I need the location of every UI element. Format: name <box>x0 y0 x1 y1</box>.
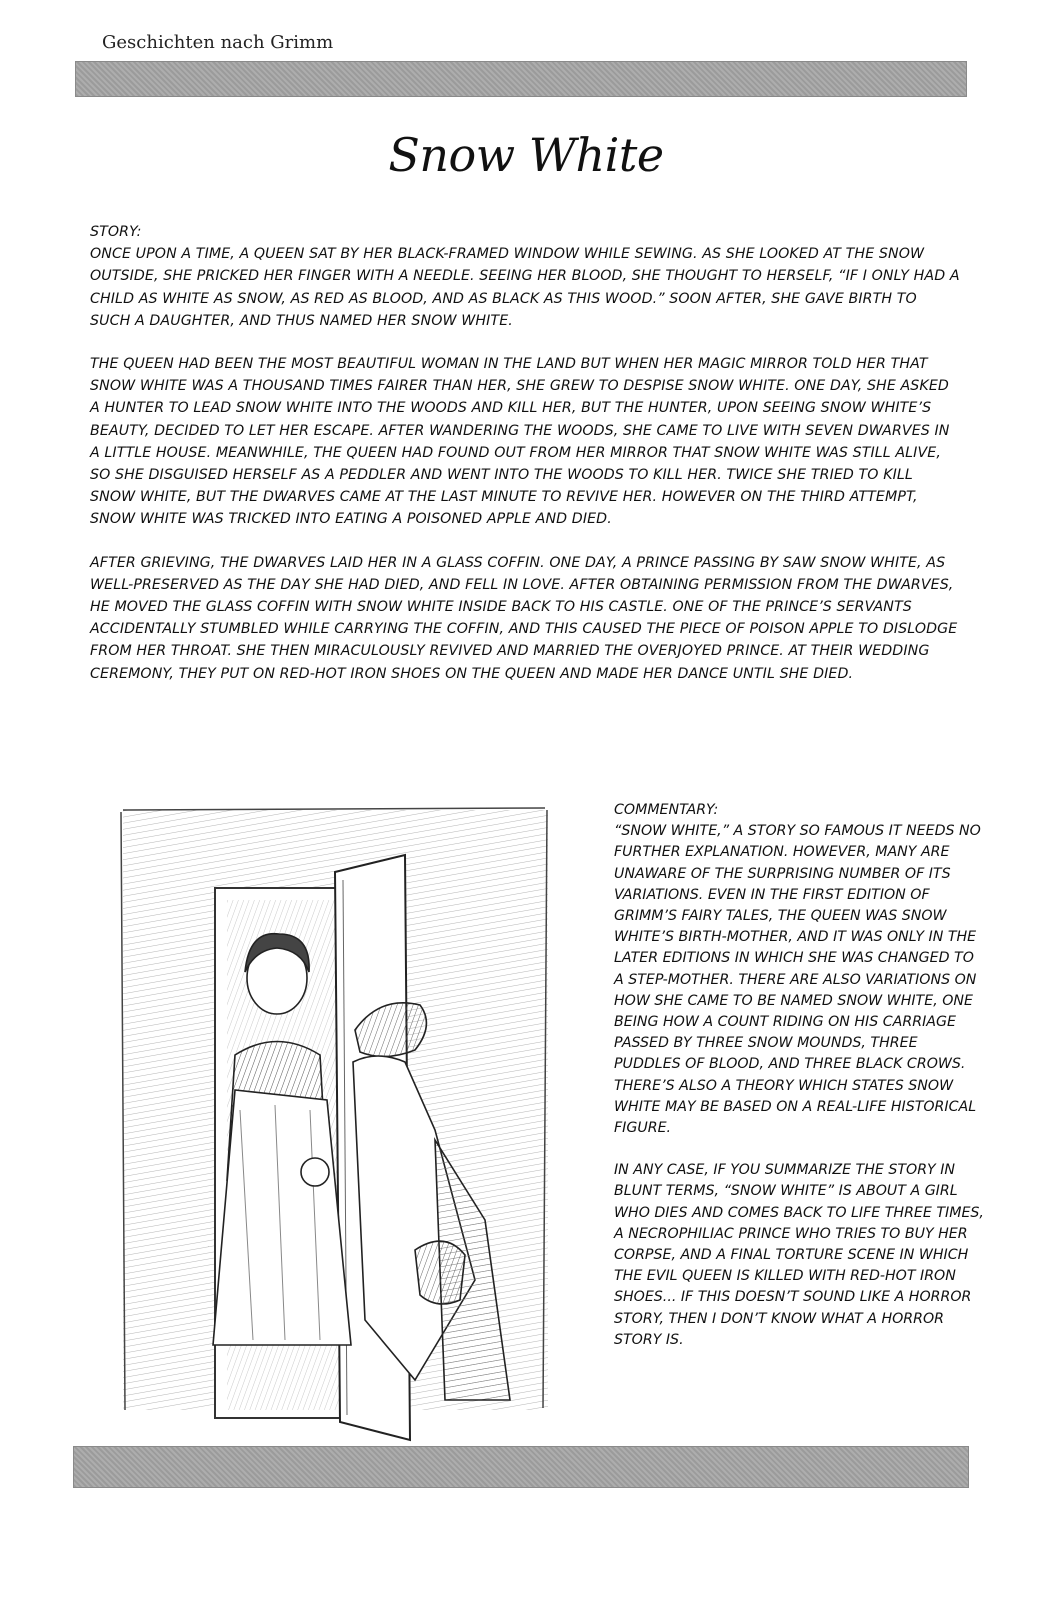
footer-bar <box>73 1446 969 1488</box>
commentary-paragraph: “SNOW WHITE,” A STORY SO FAMOUS IT NEEDS NO FURTHER EXPLANATION. HOWEVER, MANY ARE UNAWARE OF THE SURPRISING NUMBER OF ITS VARIATIONS. EVEN IN THE FIRST EDITION OF GRIMM’S FAIRY TALES, THE QUEEN WAS SNOW WHITE’S BIRTH-MOTHER, AND IT WAS ONLY IN THE LATER EDITIONS IN WHICH SHE WAS CHANGED TO A STEP-MOTHER. THERE ARE ALSO VARIATIONS ON HOW SHE CAME TO BE NAMED SNOW WHITE, ONE BEING HOW A COUNT RIDING ON HIS CARRIAGE PASSED BY THREE SNOW MOUNDS, THREE PUDDLES OF BLOOD, AND THREE BLACK CROWS. THERE’S ALSO A THEORY WHICH STATES SNOW WHITE MAY BE BASED ON A REAL-LIFE HISTORICAL FIGURE. <box>614 823 981 1137</box>
illustration-snow-white-and-peddler <box>115 800 565 1445</box>
commentary-heading: COMMENTARY: <box>614 802 719 818</box>
commentary-paragraph: IN ANY CASE, IF YOU SUMMARIZE THE STORY IN BLUNT TERMS, “SNOW WHITE” IS ABOUT A GIRL WHO DIES AND COMES BACK TO LIFE THREE TIMES, A NECROPHILIAC PRINCE WHO TRIES TO BUY HER CORPSE, AND A FINAL TORTURE SCENE IN WHICH THE EVIL QUEEN IS KILLED WITH RED-HOT IRON SHOES... IF THIS DOESN’T SOUND LIKE A HORROR STORY, THEN I DON’T KNOW WHAT A HORROR STORY IS. <box>614 1162 984 1348</box>
story-section <box>90 221 960 706</box>
story-heading: STORY: <box>90 224 142 240</box>
commentary-section <box>614 800 984 1372</box>
header-bar <box>75 61 967 97</box>
story-paragraph: AFTER GRIEVING, THE DWARVES LAID HER IN A GLASS COFFIN. ONE DAY, A PRINCE PASSING BY SAW SNOW WHITE, AS WELL-PRESERVED AS THE DAY SHE HAD DIED, AND FELL IN LOVE. AFTER OBTAINING PERMISSION FROM THE DWARVES, HE MOVED THE GLASS COFFIN WITH SNOW WHITE INSIDE BACK TO HIS CASTLE. ONE OF THE PRINCE’S SERVANTS ACCIDENTALLY STUMBLED WHILE CARRYING THE COFFIN, AND THIS CAUSED THE PIECE OF POISON APPLE TO DISLODGE FROM HER THROAT. SHE THEN MIRACULOUSLY REVIVED AND MARRIED THE OVERJOYED PRINCE. AT THEIR WEDDING CEREMONY, THEY PUT ON RED-HOT IRON SHOES ON THE QUEEN AND MADE HER DANCE UNTIL SHE DIED. <box>90 554 958 682</box>
page-title: Snow White <box>388 128 664 182</box>
series-title: Geschichten nach Grimm <box>102 32 334 53</box>
story-paragraph: ONCE UPON A TIME, A QUEEN SAT BY HER BLACK-FRAMED WINDOW WHILE SEWING. AS SHE LOOKED AT THE SNOW OUTSIDE, SHE PRICKED HER FINGER WITH A NEEDLE. SEEING HER BLOOD, SHE THOUGHT TO HERSELF, “IF I ONLY HAD A CHILD AS WHITE AS SNOW, AS RED AS BLOOD, AND AS BLACK AS THIS WOOD.” SOON AFTER, SHE GAVE BIRTH TO SUCH A DAUGHTER, AND THUS NAMED HER SNOW WHITE. <box>90 246 960 329</box>
story-paragraph: THE QUEEN HAD BEEN THE MOST BEAUTIFUL WOMAN IN THE LAND BUT WHEN HER MAGIC MIRROR TOLD HER THAT SNOW WHITE WAS A THOUSAND TIMES FAIRER THAN HER, SHE GREW TO DESPISE SNOW WHITE. ONE DAY, SHE ASKED A HUNTER TO LEAD SNOW WHITE INTO THE WOODS AND KILL HER, BUT THE HUNTER, UPON SEEING SNOW WHITE’S BEAUTY, DECIDED TO LET HER ESCAPE. AFTER WANDERING THE WOODS, SHE CAME TO LIVE WITH SEVEN DWARVES IN A LITTLE HOUSE. MEANWHILE, THE QUEEN HAD FOUND OUT FROM HER MIRROR THAT SNOW WHITE WAS STILL ALIVE, SO SHE DISGUISED HERSELF AS A PEDDLER AND WENT INTO THE WOODS TO KILL HER. TWICE SHE TRIED TO KILL SNOW WHITE, BUT THE DWARVES CAME AT THE LAST MINUTE TO REVIVE HER. HOWEVER ON THE THIRD ATTEMPT, SNOW WHITE WAS TRICKED INTO EATING A POISONED APPLE AND DIED. <box>90 356 950 528</box>
